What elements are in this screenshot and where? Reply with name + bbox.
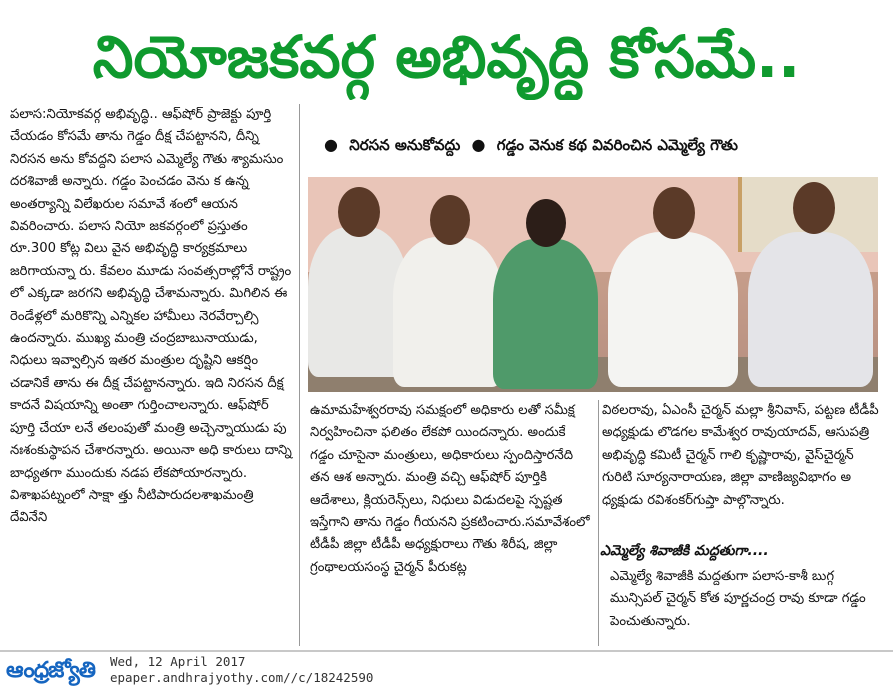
bullet-icon: ● xyxy=(324,135,338,154)
paragraph: విఠలరావు, ఏఎంసీ చైర్మన్ మల్లా శ్రీనివాస్, పట్టణ టీడీపీ అధ్యక్షుడు లొడగల కామేశ్వర రావుయాదవ్, ఆసుపత్రి అభివృద్ధి కమిటీ చైర్మన్ గాలి కృష్ణారావు, వైస్‌చైర్మన్ గురిటి సూర్యనారాయణ, జిల్లా వాణిజ్యవిభాగం అ ధ్యక్షుడు రవిశంకర్‌గుప్తా పాల్గొన్నారు. xyxy=(602,403,879,508)
subheading-part2: గడ్డం వెనుక కథ వివరించిన ఎమ్మెల్యే గౌతు xyxy=(496,136,738,154)
footer-meta xyxy=(110,654,373,686)
headline: నియోజకవర్గ అభివృద్ధి కోసమే.. xyxy=(92,23,801,91)
subsection-title: ఎమ్మెల్యే శివాజీకి మద్దతుగా.... xyxy=(600,543,769,559)
news-photo xyxy=(308,177,878,392)
column-right xyxy=(602,400,885,536)
photo-person-5 xyxy=(748,232,873,387)
paragraph: పలాస:నియోకవర్గ అభివృద్ధి.. ఆఫ్‌షోర్ ప్రాజెక్టు పూర్తి చేయడం కోసమే తాను గెడ్డం దీక్ష చేపట్టానని, దీన్ని నిరసన అను కోవద్దని పలాస ఎమ్మెల్యే గౌతు శ్యామసుం దరశివాజీ అన్నారు. గడ్డం పెంచడం వెను క ఉన్న అంతర్యాన్ని విలేఖరుల సమావే శంలో ఆయన వివరించారు. పలాస నియో జకవర్గంలో ప్రస్తుతం రూ.300 కోట్ల విలు వైన అభివృద్ధి కార్యక్రమాలు జరిగాయన్నా రు. కేవలం మూడు సంవత్సరాల్లోనే రాష్ట్రం లో ఎక్కడా జరగని అభివృద్ధి చేశామన్నారు. మిగిలిన ఈ రెండేళ్లలో మరికొన్ని ఎన్నికల హామీలు నెరవేర్చాల్సి ఉందన్నారు. ముఖ్య మంత్రి చంద్రబాబునాయుడు, నిధులు ఇవ్వాల్సిన ఇతర మంత్రుల దృష్టిని ఆకర్షిం చడానికే తాను ఈ దీక్ష చేపట్టానన్నారు. ఇది నిరసన దీక్ష కాదనే విషయాన్ని అంతా గుర్తించాలన్నారు. ఆఫ్‌షోర్ పూర్తి చేయా లనే తలంపుతో మంత్రి అచ్చెన్నాయుడు పు నఃశంకుస్థాపన చేశారన్నారు. అయినా అధి కారులు దాన్ని బాధ్యతగా ముందుకు నడప లేకపోయారన్నారు. విశాఖపట్నంలో సాక్షా త్తు నీటిపారుదలశాఖమంత్రి దేవినేని xyxy=(10,107,292,526)
footer-url[interactable]: epaper.andhrajyothy.com//c/18242590 xyxy=(110,670,374,685)
column-left xyxy=(10,104,300,646)
andhrajyothy-logo: ఆంధ్రజ్యోతి xyxy=(6,658,95,683)
subheading-part1: నిరసన అనుకోవద్దు xyxy=(349,136,461,154)
subsection-text: ఎమ్మెల్యే శివాజీకి మద్దతుగా పలాస-కాశీ బుగ్గ మున్సిపల్ చైర్మన్ కోత పూర్ణచంద్ర రావు కూడా గడ్డం పెంచుతున్నారు. xyxy=(610,569,866,629)
photo-head-4 xyxy=(653,187,695,239)
photo-head-1 xyxy=(338,187,380,237)
footer-date: Wed, 12 April 2017 xyxy=(110,654,246,669)
paragraph: ఉమామహేశ్వరరావు సమక్షంలో అధికారు లతో సమీక్ష నిర్వహించినా ఫలితం లేకపో యిందన్నారు. అందుకే గడ్డం చూసైనా మంత్రులు, అధికారులు స్పందిస్తారనేది తన ఆశ అన్నారు. మంత్రి వచ్చి ఆఫ్‌షోర్ పూర్తికి ఆదేశాలు, క్లియరెన్స్‌లు, నిధులు విడుదలపై స్పష్టత ఇస్తేగాని తాను గెడ్డం గీయనని ప్రకటించారు.సమావేశంలో టీడీపీ జిల్లా టీడీపీ అధ్యక్షురాలు గౌతు శిరీష, జిల్లా గ్రంథాలయసంస్థ చైర్మన్ పీరుకట్ల xyxy=(310,403,590,575)
photo-person-2 xyxy=(393,237,503,387)
photo-head-3 xyxy=(526,199,566,247)
bullet-icon: ● xyxy=(471,135,486,154)
photo-head-2 xyxy=(430,195,470,245)
subheading xyxy=(318,128,878,162)
photo-person-3 xyxy=(493,239,598,389)
column-middle xyxy=(310,400,599,646)
photo-head-5 xyxy=(793,182,835,234)
photo-person-4 xyxy=(608,232,738,387)
footer xyxy=(0,650,893,691)
